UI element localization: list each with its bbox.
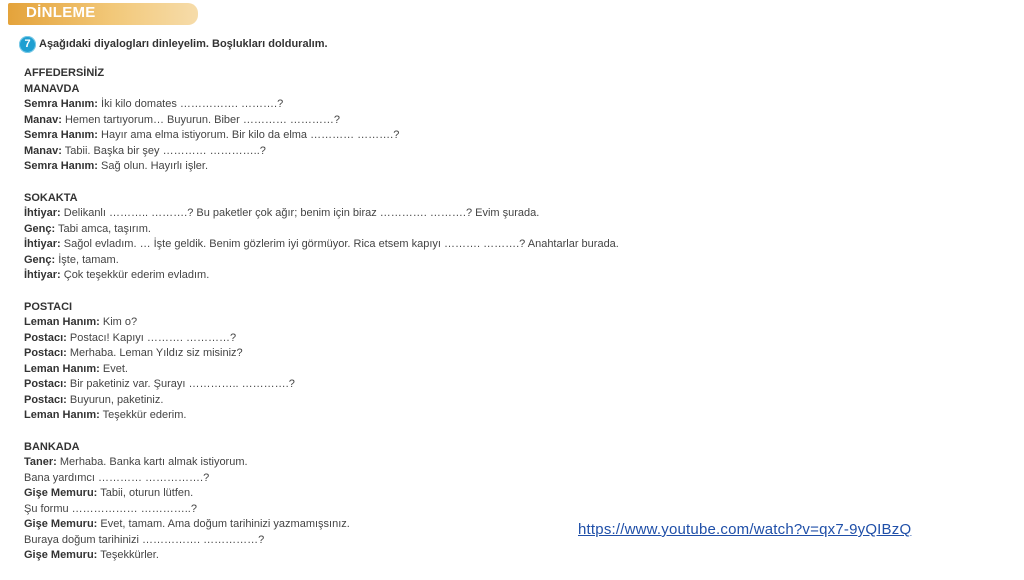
dialogue-line [24, 253, 664, 269]
dialogue-text: Evet. [102, 362, 128, 375]
dialogue-text: Buyurun, paketiniz. [69, 393, 164, 406]
speaker-name: Postacı: [24, 393, 67, 406]
dialogue-line [24, 486, 664, 502]
speaker-name: Postacı: [24, 378, 67, 390]
speaker-name: Semra Hanım: [24, 98, 98, 110]
speaker-name: İhtiyar: [24, 207, 61, 219]
banner-title: DİNLEME [26, 4, 96, 21]
section-title: SOKAKTA [24, 191, 78, 204]
dialogue-line [24, 362, 664, 378]
dialogue-text: Bir paketiniz var. Şurayı ………….. ………….? [69, 378, 295, 390]
dialogue-line [24, 377, 664, 393]
dialogue-text: Delikanlı ……….. ……….? Bu paketler çok ağır; benim için biraz …………. ……….? Evim şurada. [63, 207, 540, 219]
dialogue-text: Sağ olun. Hayırlı işler. [101, 160, 209, 172]
dialogue-line [24, 471, 664, 487]
dialogue-text: Merhaba. Banka kartı almak istiyorum. [59, 456, 248, 468]
dialogue-text: Hemen tartıyorum… Buyurun. Biber ………… …………? [64, 113, 341, 126]
speaker-name: Gişe Memuru: [24, 549, 98, 561]
speaker-name: Genç: [24, 253, 56, 266]
speaker-name: Leman Hanım: [24, 362, 100, 375]
dialogue-line [24, 517, 664, 533]
speaker-name: Manav: [24, 144, 62, 157]
speaker-name: Gişe Memuru: [24, 487, 98, 499]
dialogue-text: Evet, tamam. Ama doğum tarihinizi yazmamışsınız. [100, 518, 350, 530]
dialogue-text: Bana yardımcı ………… …………….? [24, 471, 210, 484]
dialogue-section [24, 440, 664, 564]
dialogue-line [24, 97, 664, 113]
dialogue-text: Merhaba. Leman Yıldız siz misiniz? [69, 347, 243, 359]
dialogue-content [24, 66, 664, 580]
dialogue-text: Hayır ama elma istiyorum. Bir kilo da elma ………… ……….? [101, 129, 400, 141]
dialogue-text: Postacı! Kapıyı ………. …………? [69, 331, 237, 344]
speaker-name: Manav: [24, 113, 62, 126]
speaker-name: Semra Hanım: [24, 160, 98, 172]
exercise-instruction: Aşağıdaki diyalogları dinleyelim. Boşlukları dolduralım. [39, 38, 328, 50]
dialogue-line [24, 268, 664, 284]
speaker-name: Postacı: [24, 347, 67, 359]
dialogue-text: Tabi amca, taşırım. [58, 222, 151, 235]
dialogue-text: Tabii. Başka bir şey ………… …………..? [64, 144, 266, 157]
dialogue-section [24, 66, 664, 175]
dialogue-line [24, 237, 664, 253]
exercise-header [19, 34, 328, 54]
dialogue-line [24, 455, 664, 471]
dialogue-text: Tabii, oturun lütfen. [100, 487, 194, 499]
dialogue-text: Teşekkürler. [100, 549, 159, 561]
dialogue-text: Şu formu ……………… …………..? [24, 502, 197, 515]
dialogue-text: Çok teşekkür ederim evladım. [63, 269, 210, 281]
dialogue-text: Sağol evladım. … İşte geldik. Benim gözlerim iyi görmüyor. Rica etsem kapıyı ………. ……….? Anahtarlar burada. [63, 238, 619, 250]
dialogue-text: Teşekkür ederim. [102, 409, 187, 421]
dialogue-line [24, 144, 664, 160]
dialogue-line [24, 159, 664, 175]
dialogue-text: Buraya doğum tarihinizi ……………. ……………? [24, 533, 265, 546]
dialogue-line [24, 408, 664, 424]
dialogue-text: İki kilo domates ……………. ……….? [101, 98, 284, 110]
section-title: AFFEDERSİNİZ [24, 67, 105, 79]
speaker-name: Taner: [24, 456, 57, 468]
speaker-name: İhtiyar: [24, 269, 61, 281]
dialogue-line [24, 128, 664, 144]
youtube-link[interactable]: https://www.youtube.com/watch?v=qx7-9yQIBzQ [578, 521, 912, 538]
dialogue-line [24, 331, 664, 347]
dialogue-line [24, 206, 664, 222]
dialogue-text: İşte, tamam. [58, 253, 119, 266]
speaker-name: Semra Hanım: [24, 129, 98, 141]
dialogue-line [24, 346, 664, 362]
speaker-name: İhtiyar: [24, 238, 61, 250]
dialogue-line [24, 393, 664, 409]
dialogue-line [24, 113, 664, 129]
dialogue-section [24, 300, 664, 424]
speaker-name: Gişe Memuru: [24, 518, 98, 530]
dialogue-section [24, 191, 664, 284]
dialogue-line [24, 533, 664, 549]
section-title: BANKADA [24, 440, 80, 453]
exercise-number-badge: 7 [19, 36, 36, 53]
speaker-name: Leman Hanım: [24, 409, 100, 421]
speaker-name: Postacı: [24, 331, 67, 344]
section-subtitle: MANAVDA [24, 82, 80, 95]
dialogue-line [24, 222, 664, 238]
speaker-name: Genç: [24, 222, 56, 235]
dialogue-line [24, 315, 664, 331]
section-title: POSTACI [24, 300, 73, 313]
dialogue-text: Kim o? [102, 316, 138, 328]
dialogue-line [24, 548, 664, 564]
speaker-name: Leman Hanım: [24, 316, 100, 328]
section-banner [8, 3, 198, 25]
dialogue-line [24, 502, 664, 518]
